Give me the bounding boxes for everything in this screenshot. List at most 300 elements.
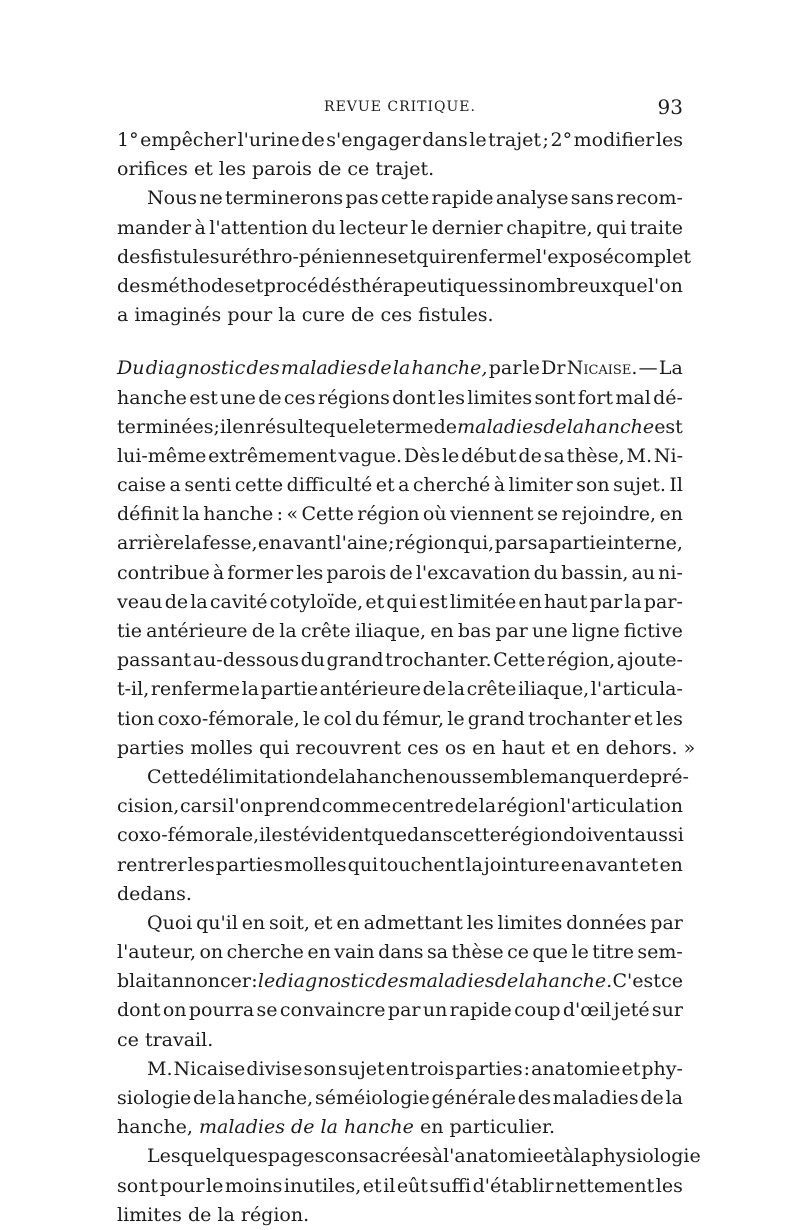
word: limites [497, 911, 563, 934]
word: cette [234, 474, 284, 497]
text-line [117, 1142, 701, 1171]
word: molles [190, 736, 253, 759]
word: par [387, 999, 421, 1022]
text-line [117, 471, 683, 500]
word: partie [549, 532, 607, 555]
word: hanche [343, 1116, 414, 1139]
word: de [433, 415, 458, 438]
word: la [624, 590, 642, 613]
word: le [410, 216, 429, 239]
word: centre [391, 795, 454, 818]
word: l'attention [209, 216, 309, 239]
word: le [522, 357, 540, 380]
text-line [117, 967, 683, 996]
word: par [589, 590, 623, 613]
word: l'on [647, 274, 683, 297]
word: pas [345, 187, 379, 210]
word: sont [534, 386, 576, 409]
word: dedans. [117, 882, 192, 905]
word: dont [117, 999, 161, 1022]
word: ces [283, 386, 316, 409]
word: on [162, 999, 187, 1022]
word: Nous [147, 187, 198, 210]
word: traite [629, 216, 683, 239]
word: la [573, 1145, 592, 1168]
text-line [117, 1113, 683, 1142]
word: maladies [457, 415, 544, 438]
word: a [117, 304, 129, 327]
word: fictive [623, 620, 683, 642]
text-line [117, 617, 683, 646]
running-head: REVUE CRITIQUE. [324, 99, 476, 115]
word: cherché [412, 474, 491, 497]
word: rentrer [117, 853, 187, 876]
text-line [117, 243, 691, 272]
word: thérapeutiques [351, 274, 499, 297]
word: rejoindre, [561, 503, 657, 526]
word: en [257, 532, 282, 555]
word: et [543, 1145, 563, 1168]
word: Ni- [653, 444, 683, 467]
word: en [518, 590, 542, 613]
word: et [362, 1174, 382, 1197]
word: contribue [117, 561, 210, 584]
word: la [465, 853, 483, 876]
word: de [251, 620, 276, 642]
text-line [117, 675, 683, 704]
word: données [566, 911, 647, 934]
word: limites [117, 1203, 182, 1226]
word: qui [386, 590, 417, 613]
paragraph [117, 184, 691, 330]
word: molles [284, 853, 347, 876]
text-line [117, 734, 696, 763]
word: thèse [451, 941, 504, 964]
word: l'articula- [590, 678, 683, 701]
word: en [241, 911, 266, 934]
word: que [611, 274, 648, 297]
word: du [354, 707, 380, 730]
word: de [317, 158, 342, 181]
word: de [164, 590, 189, 613]
word: que [532, 941, 569, 964]
word: à [194, 216, 206, 239]
word: procédés [263, 274, 352, 297]
word: limitée [449, 590, 517, 613]
word: imaginés [134, 304, 222, 327]
word: délimitation [199, 765, 316, 788]
text-line [117, 384, 683, 413]
word: ni- [658, 561, 683, 584]
text-line [117, 155, 683, 184]
word: qui, [457, 532, 495, 555]
word: doivent [563, 824, 635, 847]
word: bas [457, 620, 492, 642]
word: Nicaise. [566, 357, 638, 380]
word: l'on [228, 795, 264, 818]
word: coxo-fémorale, [117, 824, 260, 847]
word: ce [507, 941, 529, 964]
word: du [533, 561, 558, 584]
word: l'articulation [559, 795, 683, 818]
word: ce [347, 158, 370, 181]
word: trois [410, 1057, 455, 1080]
word: de [626, 765, 650, 788]
word: le [206, 1174, 224, 1197]
text-line [117, 851, 683, 880]
text-line [117, 1084, 683, 1113]
word: la [478, 795, 497, 818]
word: l'auteur, [117, 941, 197, 964]
word: grand [467, 707, 525, 730]
word: inutiles, [283, 1174, 362, 1197]
word: : [276, 503, 284, 526]
word: diagnostic [145, 357, 246, 380]
word: maladies [280, 357, 367, 380]
word: moins [224, 1174, 283, 1197]
word: le [571, 941, 589, 964]
paragraph [117, 1142, 701, 1230]
word: s'engager [326, 129, 421, 151]
word: par- [643, 590, 683, 613]
word: fesse, [202, 532, 258, 555]
word: hanche. [536, 970, 613, 993]
text-line [117, 646, 683, 675]
word: consacrées [324, 1145, 432, 1168]
word: iliaque, [354, 620, 427, 642]
word: les [655, 129, 683, 151]
word: l'anatomie [443, 1145, 544, 1168]
word: sem- [637, 941, 683, 964]
word: recom- [616, 187, 683, 210]
page-header [117, 95, 683, 123]
word: cherche [226, 941, 304, 964]
word: la [518, 970, 536, 993]
word: limiter [508, 474, 573, 497]
word: C'est [612, 970, 661, 993]
word: se [256, 999, 278, 1022]
word: les [466, 911, 494, 934]
word: ligne [571, 620, 620, 642]
word: ajoute- [616, 649, 683, 672]
word: en [419, 1116, 444, 1139]
text-line [117, 821, 683, 850]
word: parois [252, 158, 312, 181]
word: senti [184, 474, 232, 497]
word: divise [246, 1057, 303, 1080]
word: hanche, [237, 1087, 314, 1109]
word: M. [626, 444, 653, 467]
text-line [117, 272, 683, 301]
word: ne [199, 187, 223, 210]
word: qui [347, 853, 379, 876]
paragraph [117, 909, 683, 1055]
word: nombreux [514, 274, 612, 297]
word: région. [240, 1203, 310, 1226]
word: la [392, 357, 411, 380]
word: uréthro-péniennes [219, 245, 398, 268]
word: est [654, 415, 683, 438]
word: dont [392, 386, 436, 409]
word: en [659, 853, 683, 876]
word: sa [543, 444, 565, 467]
word: et [397, 245, 417, 268]
word: générale [431, 1087, 517, 1109]
word: le [257, 970, 276, 993]
text-line [117, 588, 683, 617]
word: particulier. [449, 1116, 556, 1139]
word: les [655, 1174, 683, 1197]
word: t-il, [117, 678, 150, 701]
word: de [518, 444, 542, 467]
word: Quoi [147, 911, 193, 934]
word: comme [321, 795, 392, 818]
word: les [437, 386, 465, 409]
word: maladies [552, 1087, 639, 1109]
word: hanche [356, 765, 427, 788]
body-text [117, 126, 701, 1230]
word: le [447, 707, 465, 730]
paragraph [117, 1055, 683, 1143]
word: fistules. [418, 304, 494, 327]
word: 2° [550, 129, 573, 151]
word: pour [227, 304, 273, 327]
word: arrière [117, 532, 185, 555]
word: Cette [493, 649, 546, 672]
word: convaincre [279, 999, 386, 1022]
word: tie [117, 620, 142, 642]
word: fort [577, 386, 614, 409]
word: La [658, 357, 683, 380]
word: analyse [495, 187, 569, 210]
text-line [117, 705, 683, 734]
word: crête [466, 678, 517, 701]
word: jeté [613, 999, 650, 1022]
word: la [190, 590, 208, 613]
word: il [259, 824, 272, 847]
word: sur [651, 999, 683, 1022]
word: partie [260, 678, 319, 701]
text-line [117, 442, 683, 471]
word: en [560, 853, 585, 876]
word: la [566, 415, 585, 438]
word: a [398, 474, 410, 497]
word: en [659, 503, 683, 526]
text-line [117, 500, 683, 529]
word: interne, [607, 532, 683, 555]
word: d'établir [472, 1174, 554, 1197]
text-line [117, 214, 683, 243]
word: cette [380, 187, 430, 210]
word: dans [406, 824, 453, 847]
word: qui [596, 216, 627, 239]
text-line [117, 354, 683, 383]
text-line [117, 880, 683, 909]
word: difficulté [286, 474, 373, 497]
word: au [631, 561, 656, 584]
word: terme [376, 415, 434, 438]
word: siologie [117, 1087, 192, 1109]
text-line [117, 996, 683, 1025]
word: renferme [150, 678, 240, 701]
word: début [461, 444, 517, 467]
word: de [258, 386, 282, 409]
word: si [498, 274, 515, 297]
word: pré- [649, 765, 689, 788]
word: coup [514, 999, 561, 1022]
word: de [454, 795, 479, 818]
word: former [227, 561, 294, 584]
word: cotyloïde, [269, 590, 364, 613]
word: dé- [653, 386, 683, 409]
word: en [232, 415, 256, 438]
text-line [117, 909, 683, 938]
word: de [368, 357, 392, 380]
word: résulte [255, 415, 324, 438]
word: manquer [540, 765, 627, 788]
word: les [296, 561, 324, 584]
word: parois [326, 561, 387, 584]
word: passant [117, 649, 192, 672]
word: qui [258, 736, 290, 759]
word: de [187, 1203, 212, 1226]
word: maladies [408, 970, 495, 993]
text-line [117, 559, 683, 588]
word: qui [416, 245, 447, 268]
text-line [117, 763, 689, 792]
word: empêcher [140, 129, 237, 151]
word: régions [317, 386, 390, 409]
word: 1° [117, 129, 139, 151]
word: sa [427, 941, 449, 964]
word: en [336, 911, 360, 934]
word: la [447, 678, 465, 701]
word: de [301, 129, 325, 151]
word: orifices [117, 158, 188, 181]
word: et [365, 590, 385, 613]
word: soit, [268, 911, 310, 934]
word: définit [117, 503, 180, 526]
word: les [655, 707, 683, 730]
word: dans [378, 941, 424, 964]
word: crête [300, 620, 351, 642]
word: hanche, [117, 1116, 193, 1139]
word: haut [501, 736, 546, 759]
word: l'excavation [415, 561, 531, 584]
word: à [431, 1145, 444, 1168]
word: Nicaise [173, 1057, 246, 1080]
word: cavité [209, 590, 268, 613]
word: antérieure [146, 620, 248, 642]
word: Dr [541, 357, 566, 380]
word: lui-même [117, 444, 207, 467]
word: Cette [301, 503, 354, 526]
word: hanche, [411, 357, 488, 380]
word: le [469, 129, 487, 151]
word: admettant [363, 911, 463, 934]
text-line [117, 126, 683, 155]
word: phy- [641, 1057, 683, 1080]
word: mal [615, 386, 651, 409]
word: l'urine [237, 129, 300, 151]
word: la [279, 620, 297, 642]
word: les [187, 853, 215, 876]
word: car [180, 795, 212, 818]
word: vain [334, 941, 375, 964]
word: cision, [117, 795, 180, 818]
word: a [169, 474, 181, 497]
word: de [351, 304, 375, 327]
word: annoncer [160, 970, 251, 993]
word: Dès [403, 444, 441, 467]
word: rapide [431, 187, 494, 210]
word: en [430, 620, 454, 642]
word: les [218, 158, 246, 181]
word: des [246, 357, 280, 380]
word: et [313, 911, 333, 934]
word: trajet. [375, 158, 435, 181]
word: son [303, 1057, 337, 1080]
word: que [323, 415, 359, 438]
word: se [537, 503, 559, 526]
word: viennent [450, 503, 534, 526]
word: trochanter. [385, 649, 492, 672]
word: ; [388, 532, 395, 555]
word: ce [117, 1028, 139, 1051]
word: titre [592, 941, 634, 964]
word: de [543, 415, 567, 438]
word: prend [264, 795, 321, 818]
word: où [422, 503, 447, 526]
word: si [211, 795, 228, 818]
word: renferme [446, 245, 536, 268]
word: recouvrent [295, 736, 402, 759]
word: à [493, 474, 506, 497]
word: pour [159, 1174, 205, 1197]
word: hanche [584, 415, 655, 438]
word: de [422, 678, 447, 701]
word: dernier [431, 216, 503, 239]
word: sa [527, 532, 549, 555]
word: nous [426, 765, 472, 788]
word: fémur, [382, 707, 445, 730]
word: terminées; [117, 415, 220, 438]
word: le [441, 444, 460, 467]
word: et [375, 474, 395, 497]
word: touchent [379, 853, 465, 876]
word: mander [117, 216, 192, 239]
word: séméiologie [314, 1087, 430, 1109]
word: de [315, 765, 339, 788]
text-line [117, 529, 683, 558]
word: nettement [555, 1174, 655, 1197]
word: une [532, 620, 568, 642]
paragraph [117, 763, 689, 909]
word: modifier [573, 129, 655, 151]
word: jointure [483, 853, 560, 876]
word: par [488, 357, 522, 380]
word: est [419, 590, 448, 613]
word: rapide [449, 999, 512, 1022]
word: région, [546, 649, 616, 672]
word: que [371, 824, 407, 847]
text-line [117, 1201, 683, 1230]
word: et [244, 274, 264, 297]
word: par [494, 532, 528, 555]
word: complet [613, 245, 691, 268]
word: lecteur [339, 216, 408, 239]
word: est [271, 824, 300, 847]
